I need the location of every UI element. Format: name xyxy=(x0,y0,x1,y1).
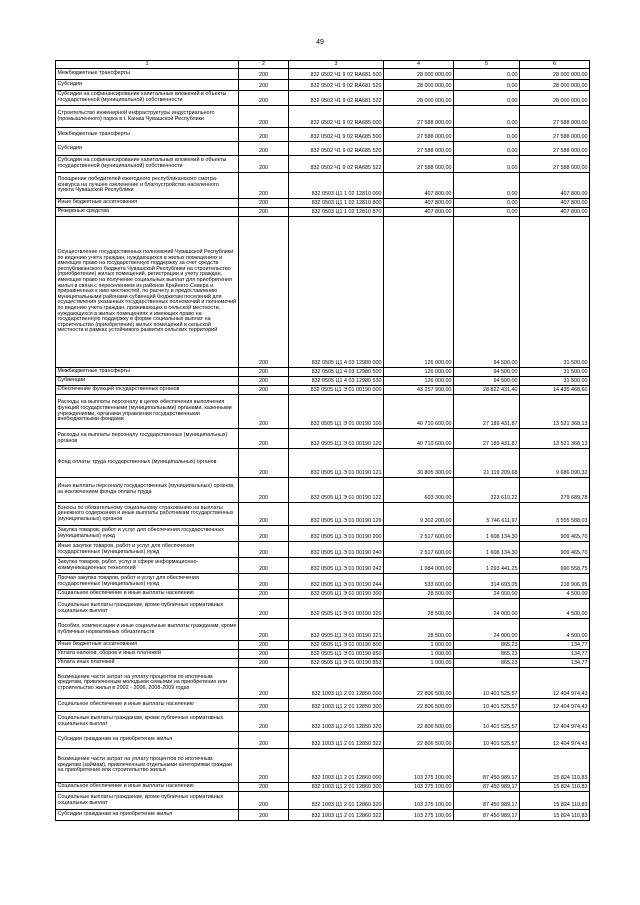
row-rest-cell: 9 686 090,32 xyxy=(520,449,590,478)
row-plan-cell: 407 800,00 xyxy=(384,199,454,208)
row-code-cell: 832 0503 Ц1 1 02 12810 870 xyxy=(289,208,384,217)
row-name-cell: Фонд оплаты труда государственных (муниципальных) органов xyxy=(56,449,239,478)
row-ved-cell: 200 xyxy=(239,91,289,106)
row-rest-cell: 4 500,00 xyxy=(520,619,590,641)
row-fact-cell: 323 610,22 xyxy=(454,478,520,503)
row-code-cell: 832 0505 Ц1 4 03 12980 500 xyxy=(289,368,384,377)
row-rest-cell: 27 588 000,00 xyxy=(520,156,590,173)
row-code-cell: 832 0505 Ц1 Э 01 00190 853 xyxy=(289,659,384,668)
row-rest-cell: 218 906,95 xyxy=(520,574,590,590)
row-rest-cell: 12 404 974,43 xyxy=(520,712,590,732)
row-code-cell: 832 0505 Ц1 Э 01 00190 800 xyxy=(289,641,384,650)
row-fact-cell: 0,00 xyxy=(454,199,520,208)
row-name-cell: Иные бюджетные ассигнования xyxy=(56,641,239,650)
row-ved-cell: 200 xyxy=(239,449,289,478)
row-name-cell: Взносы по обязательному социальному страхованию на выплаты денежного содержания и иные выплаты работникам государственных (муниципальных) органов xyxy=(56,503,239,526)
row-name-cell: Резервные средства xyxy=(56,208,239,217)
table-row xyxy=(56,142,590,156)
row-rest-cell: 690 558,75 xyxy=(520,558,590,574)
row-fact-cell: 0,00 xyxy=(454,208,520,217)
row-code-cell: 832 0505 Ц1 Э 01 00190 850 xyxy=(289,650,384,659)
row-name-cell: Социальное обеспечение и иные выплаты населению xyxy=(56,699,239,712)
row-ved-cell: 200 xyxy=(239,641,289,650)
row-code-cell: 832 1003 Ц1 2 01 12850 000 xyxy=(289,668,384,699)
row-plan-cell: 1 000,00 xyxy=(384,659,454,668)
table-row xyxy=(56,641,590,650)
row-code-cell: 832 0505 Ц1 Э 01 00190 244 xyxy=(289,574,384,590)
row-rest-cell: 909 465,70 xyxy=(520,526,590,542)
table-row xyxy=(56,395,590,429)
row-plan-cell: 2 517 600,00 xyxy=(384,526,454,542)
row-ved-cell: 200 xyxy=(239,503,289,526)
row-ved-cell: 200 xyxy=(239,619,289,641)
row-rest-cell: 28 000 000,00 xyxy=(520,69,590,80)
row-name-cell: Расходы на выплаты персоналу в целях обеспечения выполнения функций государственными (муниципальными) органами, казенными учреждениями, органами управления государственными внебюджетными фондами xyxy=(56,395,239,429)
row-rest-cell: 15 824 110,83 xyxy=(520,749,590,783)
row-fact-cell: 0,00 xyxy=(454,69,520,80)
table-header-row xyxy=(56,61,590,69)
row-fact-cell: 24 000,00 xyxy=(454,590,520,599)
row-fact-cell: 24 000,00 xyxy=(454,599,520,619)
row-plan-cell: 28 500,00 xyxy=(384,619,454,641)
row-code-cell: 832 0505 Ц1 Э 01 00190 242 xyxy=(289,558,384,574)
row-name-cell: Закупка товаров, работ и услуг для обеспечения государственных (муниципальных) нужд xyxy=(56,526,239,542)
table-row xyxy=(56,668,590,699)
row-ved-cell: 200 xyxy=(239,542,289,558)
row-code-cell: 832 1003 Ц1 2 01 12860 000 xyxy=(289,749,384,783)
row-fact-cell: 27 189 431,87 xyxy=(454,395,520,429)
row-rest-cell: 134,77 xyxy=(520,659,590,668)
row-code-cell: 832 0505 Ц1 Э 01 00190 300 xyxy=(289,590,384,599)
table-row xyxy=(56,156,590,173)
table-row xyxy=(56,659,590,668)
table-row xyxy=(56,429,590,449)
column-header-4: 4 xyxy=(384,61,454,69)
row-fact-cell: 94 500,00 xyxy=(454,217,520,368)
table-row xyxy=(56,699,590,712)
row-plan-cell: 407 800,00 xyxy=(384,173,454,199)
row-code-cell: 832 0502 Ч1 9 02 RA681 520 xyxy=(289,80,384,91)
row-fact-cell: 10 401 525,57 xyxy=(454,712,520,732)
row-code-cell: 832 0503 Ц1 1 02 12810 800 xyxy=(289,199,384,208)
table-row xyxy=(56,91,590,106)
row-ved-cell: 200 xyxy=(239,142,289,156)
row-fact-cell: 87 450 989,17 xyxy=(454,792,520,810)
row-fact-cell: 10 401 525,57 xyxy=(454,732,520,749)
row-ved-cell: 200 xyxy=(239,208,289,217)
table-body xyxy=(56,61,590,821)
row-fact-cell: 94 500,00 xyxy=(454,377,520,386)
row-ved-cell: 200 xyxy=(239,156,289,173)
row-rest-cell: 28 000 000,00 xyxy=(520,91,590,106)
row-plan-cell: 28 500,00 xyxy=(384,590,454,599)
row-ved-cell: 200 xyxy=(239,106,289,128)
row-code-cell: 832 0505 Ц1 Э 01 00190 129 xyxy=(289,503,384,526)
row-ved-cell: 200 xyxy=(239,69,289,80)
table-row xyxy=(56,599,590,619)
row-fact-cell: 0,00 xyxy=(454,142,520,156)
table-row xyxy=(56,783,590,792)
row-fact-cell: 0,00 xyxy=(454,128,520,142)
row-fact-cell: 5 746 611,97 xyxy=(454,503,520,526)
row-rest-cell: 134,77 xyxy=(520,650,590,659)
row-ved-cell: 200 xyxy=(239,732,289,749)
row-code-cell: 832 1003 Ц1 2 01 12850 300 xyxy=(289,699,384,712)
row-fact-cell: 24 000,00 xyxy=(454,619,520,641)
row-rest-cell: 909 465,70 xyxy=(520,542,590,558)
table-row xyxy=(56,590,590,599)
row-fact-cell: 10 401 525,57 xyxy=(454,699,520,712)
row-code-cell: 832 0505 Ц1 Э 01 00190 120 xyxy=(289,429,384,449)
row-name-cell: Субсидии xyxy=(56,80,239,91)
row-code-cell: 832 0505 Ц1 4 03 12980 530 xyxy=(289,377,384,386)
row-rest-cell: 407 800,00 xyxy=(520,173,590,199)
column-header-3: 3 xyxy=(289,61,384,69)
table-row xyxy=(56,80,590,91)
row-code-cell: 832 1003 Ц1 2 01 12860 320 xyxy=(289,792,384,810)
row-fact-cell: 27 189 431,87 xyxy=(454,429,520,449)
row-name-cell: Пособия, компенсации и иные социальные выплаты гражданам, кроме публичных нормативных обязательств xyxy=(56,619,239,641)
column-header-6: 6 xyxy=(520,61,590,69)
row-name-cell: Обеспечение функций государственных органов xyxy=(56,386,239,395)
row-ved-cell: 200 xyxy=(239,80,289,91)
row-plan-cell: 40 710 600,00 xyxy=(384,395,454,429)
row-code-cell: 832 0505 Ц1 Э 01 00190 240 xyxy=(289,542,384,558)
row-fact-cell: 1 293 441,25 xyxy=(454,558,520,574)
table-row xyxy=(56,526,590,542)
row-plan-cell: 1 000,00 xyxy=(384,641,454,650)
row-code-cell: 832 1003 Ц1 2 01 12850 322 xyxy=(289,732,384,749)
row-code-cell: 832 0505 Ц1 Э 01 00190 100 xyxy=(289,395,384,429)
row-fact-cell: 28 822 431,40 xyxy=(454,386,520,395)
row-plan-cell: 22 806 500,00 xyxy=(384,668,454,699)
row-ved-cell: 200 xyxy=(239,558,289,574)
row-name-cell: Межбюджетные трансферты xyxy=(56,368,239,377)
row-plan-cell: 28 000 000,00 xyxy=(384,69,454,80)
row-code-cell: 832 0505 Ц1 Э 01 00190 121 xyxy=(289,449,384,478)
row-fact-cell: 314 693,05 xyxy=(454,574,520,590)
row-name-cell: Социальные выплаты гражданам, кроме публичных нормативных социальных выплат xyxy=(56,792,239,810)
row-plan-cell: 22 806 500,00 xyxy=(384,732,454,749)
table-row xyxy=(56,478,590,503)
row-name-cell: Уплата иных платежей xyxy=(56,659,239,668)
row-name-cell: Субсидии xyxy=(56,142,239,156)
row-fact-cell: 0,00 xyxy=(454,173,520,199)
row-rest-cell: 31 500,00 xyxy=(520,368,590,377)
row-rest-cell: 4 500,00 xyxy=(520,590,590,599)
row-fact-cell: 0,00 xyxy=(454,156,520,173)
row-ved-cell: 200 xyxy=(239,599,289,619)
row-ved-cell: 200 xyxy=(239,377,289,386)
row-rest-cell: 27 588 000,00 xyxy=(520,142,590,156)
row-ved-cell: 200 xyxy=(239,792,289,810)
row-rest-cell: 31 500,00 xyxy=(520,217,590,368)
table-row xyxy=(56,792,590,810)
table-row xyxy=(56,712,590,732)
table-row xyxy=(56,368,590,377)
row-fact-cell: 1 608 134,30 xyxy=(454,526,520,542)
table-row xyxy=(56,619,590,641)
row-rest-cell: 27 588 000,00 xyxy=(520,128,590,142)
row-ved-cell: 200 xyxy=(239,429,289,449)
row-name-cell: Возмещение части затрат на уплату процентов по ипотечным кредитам, привлеченным молодыми семьями на приобретение или строительство жилья в 2002 - 2006, 2008-2009 годах xyxy=(56,668,239,699)
row-rest-cell: 15 824 110,83 xyxy=(520,792,590,810)
row-plan-cell: 1 984 000,00 xyxy=(384,558,454,574)
row-name-cell: Возмещение части затрат на уплату процентов по ипотечным кредитам (займам), привлеченным отдельными категориями граждан на приобретение или строительство жилья xyxy=(56,749,239,783)
row-ved-cell: 200 xyxy=(239,173,289,199)
row-code-cell: 832 0505 Ц1 Э 01 00190 320 xyxy=(289,599,384,619)
row-rest-cell: 15 824 110,83 xyxy=(520,810,590,821)
row-fact-cell: 0,00 xyxy=(454,80,520,91)
row-name-cell: Иные бюджетные ассигнования xyxy=(56,199,239,208)
row-plan-cell: 27 588 000,00 xyxy=(384,142,454,156)
row-ved-cell: 200 xyxy=(239,650,289,659)
table-row xyxy=(56,810,590,821)
row-name-cell: Иные выплаты персоналу государственных (муниципальных) органов, за исключением фонда оплаты труда xyxy=(56,478,239,503)
table-row xyxy=(56,386,590,395)
row-fact-cell: 865,23 xyxy=(454,650,520,659)
row-name-cell: Субвенции xyxy=(56,377,239,386)
row-code-cell: 832 0505 Ц1 Э 01 00190 321 xyxy=(289,619,384,641)
row-plan-cell: 103 275 100,00 xyxy=(384,792,454,810)
table-row xyxy=(56,173,590,199)
row-name-cell: Закупка товаров, работ, услуг в сфере информационно-коммуникационных технологий xyxy=(56,558,239,574)
row-rest-cell: 3 555 588,03 xyxy=(520,503,590,526)
row-plan-cell: 28 000 000,00 xyxy=(384,91,454,106)
row-fact-cell: 865,23 xyxy=(454,641,520,650)
table-row xyxy=(56,69,590,80)
row-plan-cell: 22 806 500,00 xyxy=(384,712,454,732)
row-ved-cell: 200 xyxy=(239,668,289,699)
row-fact-cell: 0,00 xyxy=(454,106,520,128)
row-ved-cell: 200 xyxy=(239,699,289,712)
row-code-cell: 832 0503 Ц1 1 02 12810 000 xyxy=(289,173,384,199)
row-fact-cell: 87 450 989,17 xyxy=(454,783,520,792)
row-name-cell: Субсидии на софинансирование капитальных вложений в объекты государственной (муниципальной) собственности xyxy=(56,156,239,173)
row-plan-cell: 27 588 000,00 xyxy=(384,156,454,173)
row-ved-cell: 200 xyxy=(239,217,289,368)
row-plan-cell: 30 805 300,00 xyxy=(384,449,454,478)
row-rest-cell: 12 404 974,43 xyxy=(520,668,590,699)
row-name-cell: Субсидии на софинансирование капитальных вложений в объекты государственной (муниципальной) собственности xyxy=(56,91,239,106)
column-header-2: 2 xyxy=(239,61,289,69)
row-ved-cell: 200 xyxy=(239,526,289,542)
budget-execution-table xyxy=(55,60,590,821)
table-row xyxy=(56,542,590,558)
row-plan-cell: 27 588 000,00 xyxy=(384,106,454,128)
table-row xyxy=(56,503,590,526)
row-rest-cell: 27 588 000,00 xyxy=(520,106,590,128)
row-name-cell: Социальное обеспечение и иные выплаты населению xyxy=(56,783,239,792)
row-name-cell: Социальные выплаты гражданам, кроме публичных нормативных социальных выплат xyxy=(56,599,239,619)
row-code-cell: 832 0502 Ч1 9 02 RA685 520 xyxy=(289,142,384,156)
table-row xyxy=(56,217,590,368)
row-fact-cell: 94 500,00 xyxy=(454,368,520,377)
table-row xyxy=(56,199,590,208)
table-row xyxy=(56,128,590,142)
row-code-cell: 832 1003 Ц1 2 01 12850 320 xyxy=(289,712,384,732)
row-code-cell: 832 1003 Ц1 2 01 12860 322 xyxy=(289,810,384,821)
row-plan-cell: 40 710 600,00 xyxy=(384,429,454,449)
row-rest-cell: 13 521 368,13 xyxy=(520,395,590,429)
row-name-cell: Строительство инженерной инфраструктуры индустриального (промышленного) парка в г. Канаш Чувашской Республики xyxy=(56,106,239,128)
row-name-cell: Поощрение победителей ежегодного республиканского смотра-конкурса на лучшее озеленение и благоустройство населенного пункта Чувашской Республики xyxy=(56,173,239,199)
row-plan-cell: 603 300,00 xyxy=(384,478,454,503)
row-rest-cell: 14 435 468,60 xyxy=(520,386,590,395)
row-plan-cell: 1 000,00 xyxy=(384,650,454,659)
row-rest-cell: 279 689,78 xyxy=(520,478,590,503)
table-row xyxy=(56,449,590,478)
table-row xyxy=(56,732,590,749)
row-name-cell: Социальное обеспечение и иные выплаты населению xyxy=(56,590,239,599)
row-code-cell: 832 0502 Ч1 9 02 RA685 522 xyxy=(289,156,384,173)
row-ved-cell: 200 xyxy=(239,395,289,429)
row-ved-cell: 200 xyxy=(239,659,289,668)
row-code-cell: 832 0505 Ц1 Э 01 00190 200 xyxy=(289,526,384,542)
row-code-cell: 832 0502 Ч1 9 02 RA685 500 xyxy=(289,128,384,142)
row-fact-cell: 865,23 xyxy=(454,659,520,668)
row-code-cell: 832 0505 Ц1 4 03 12980 000 xyxy=(289,217,384,368)
row-code-cell: 832 0502 Ч1 9 02 RA681 522 xyxy=(289,91,384,106)
row-fact-cell: 0,00 xyxy=(454,91,520,106)
row-ved-cell: 200 xyxy=(239,749,289,783)
column-header-1: 1 xyxy=(56,61,239,69)
row-ved-cell: 200 xyxy=(239,590,289,599)
row-code-cell: 832 0505 Ц1 Э 01 00190 122 xyxy=(289,478,384,503)
row-plan-cell: 126 000,00 xyxy=(384,217,454,368)
row-ved-cell: 200 xyxy=(239,128,289,142)
row-plan-cell: 103 275 100,00 xyxy=(384,783,454,792)
table-row xyxy=(56,650,590,659)
row-name-cell: Иные закупки товаров, работ и услуг для обеспечения государственных (муниципальных) нужд xyxy=(56,542,239,558)
row-plan-cell: 43 257 900,00 xyxy=(384,386,454,395)
row-rest-cell: 4 500,00 xyxy=(520,599,590,619)
row-plan-cell: 103 275 100,00 xyxy=(384,749,454,783)
row-name-cell: Субсидии гражданам на приобретение жилья xyxy=(56,732,239,749)
row-name-cell: Межбюджетные трансферты xyxy=(56,128,239,142)
table-row xyxy=(56,377,590,386)
row-rest-cell: 13 521 368,13 xyxy=(520,429,590,449)
row-plan-cell: 407 800,00 xyxy=(384,208,454,217)
row-rest-cell: 407 800,00 xyxy=(520,208,590,217)
table-row xyxy=(56,208,590,217)
row-fact-cell: 21 119 209,68 xyxy=(454,449,520,478)
row-ved-cell: 200 xyxy=(239,712,289,732)
row-ved-cell: 200 xyxy=(239,574,289,590)
row-rest-cell: 12 404 974,43 xyxy=(520,699,590,712)
row-ved-cell: 200 xyxy=(239,368,289,377)
row-code-cell: 832 0502 Ч1 9 02 RA685 000 xyxy=(289,106,384,128)
row-name-cell: Прочая закупка товаров, работ и услуг для обеспечения государственных (муниципальных) нужд xyxy=(56,574,239,590)
row-rest-cell: 134,77 xyxy=(520,641,590,650)
row-ved-cell: 200 xyxy=(239,783,289,792)
row-name-cell: Осуществление государственных полномочий Чувашской Республики по ведению учета граждан, нуждающихся в жилых помещениях и имеющих право на государственную поддержку за счет средств республиканского бюджета Чувашской Республики на строительство (приобретение) жилых помещений, регистрации и учету граждан, имеющих право на получение социальных выплат для приобретения жилья в связи с переселением из районов Крайнего Севера и приравненных к ним местностей, по расчету и предоставлению муниципальными районами субвенций бюджетам поселений для осуществления указанных государственных полномочий и полномочий по ведению учета граждан, проживающих в сельской местности, нуждающихся в жилых помещениях и имеющих право на государственную поддержку в форме социальных выплат на строительство (приобретение) жилых помещений в сельской местности в рамках устойчивого развития сельских территорий xyxy=(56,217,239,368)
table-row xyxy=(56,574,590,590)
row-plan-cell: 22 806 500,00 xyxy=(384,699,454,712)
row-plan-cell: 126 000,00 xyxy=(384,377,454,386)
table-row xyxy=(56,749,590,783)
row-rest-cell: 28 000 000,00 xyxy=(520,80,590,91)
row-ved-cell: 200 xyxy=(239,199,289,208)
row-plan-cell: 533 600,00 xyxy=(384,574,454,590)
table-row xyxy=(56,106,590,128)
row-code-cell: 832 0505 Ц1 Э 01 00190 000 xyxy=(289,386,384,395)
row-name-cell: Субсидии гражданам на приобретение жилья xyxy=(56,810,239,821)
row-name-cell: Социальные выплаты гражданам, кроме публичных нормативных социальных выплат xyxy=(56,712,239,732)
page-number: 49 xyxy=(316,39,324,46)
table-row xyxy=(56,558,590,574)
row-name-cell: Уплата налогов, сборов и иных платежей xyxy=(56,650,239,659)
row-fact-cell: 1 608 134,30 xyxy=(454,542,520,558)
row-rest-cell: 31 500,00 xyxy=(520,377,590,386)
row-plan-cell: 2 517 600,00 xyxy=(384,542,454,558)
row-plan-cell: 28 000 000,00 xyxy=(384,80,454,91)
row-plan-cell: 126 000,00 xyxy=(384,368,454,377)
row-rest-cell: 407 800,00 xyxy=(520,199,590,208)
row-name-cell: Расходы на выплаты персоналу государственных (муниципальных) органов xyxy=(56,429,239,449)
row-code-cell: 832 1003 Ц1 2 01 12860 300 xyxy=(289,783,384,792)
row-rest-cell: 15 824 110,83 xyxy=(520,783,590,792)
row-plan-cell: 28 500,00 xyxy=(384,599,454,619)
column-header-5: 5 xyxy=(454,61,520,69)
row-plan-cell: 9 302 200,00 xyxy=(384,503,454,526)
row-rest-cell: 12 404 974,43 xyxy=(520,732,590,749)
row-plan-cell: 103 275 100,00 xyxy=(384,810,454,821)
row-ved-cell: 200 xyxy=(239,478,289,503)
row-fact-cell: 87 450 989,17 xyxy=(454,810,520,821)
row-name-cell: Межбюджетные трансферты xyxy=(56,69,239,80)
row-ved-cell: 200 xyxy=(239,386,289,395)
row-fact-cell: 10 401 525,57 xyxy=(454,668,520,699)
row-ved-cell: 200 xyxy=(239,810,289,821)
row-fact-cell: 87 450 989,17 xyxy=(454,749,520,783)
row-plan-cell: 27 588 000,00 xyxy=(384,128,454,142)
row-code-cell: 832 0502 Ч1 9 02 RA681 500 xyxy=(289,69,384,80)
